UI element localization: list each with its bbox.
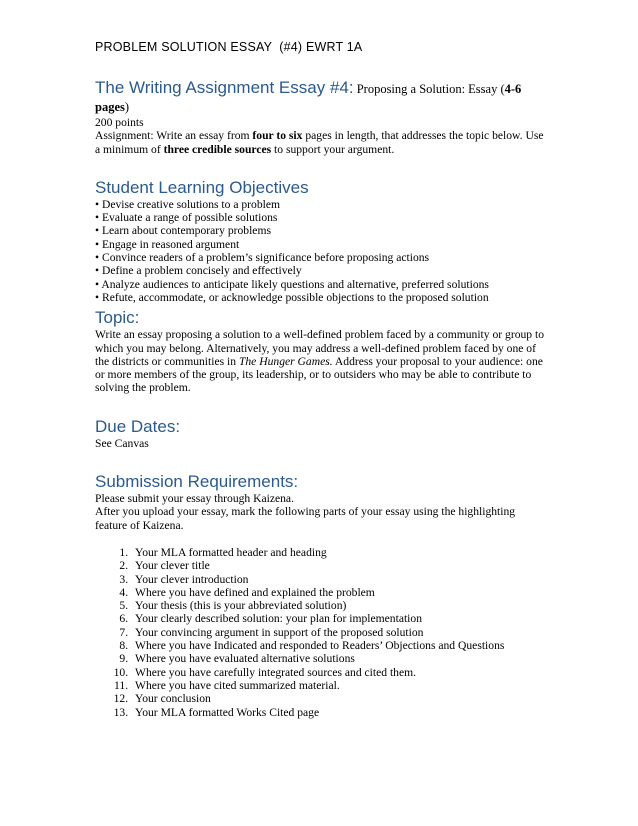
assignment-title-line xyxy=(95,78,550,116)
requirement-item: 4. Where you have defined and explained the problem xyxy=(131,586,550,599)
topic-text-before: Write an essay proposing a solution to a well-defined problem faced by a community or group to which you may belong. Alternatively, you may address a well-defined problem faced by one of the districts or communities in xyxy=(95,328,544,368)
requirement-item: 11. Where you have cited summarized material. xyxy=(131,679,550,692)
requirement-item: 10. Where you have carefully integrated sources and cited them. xyxy=(131,666,550,679)
subtitle-pages: 4-6 pages xyxy=(95,82,522,114)
assignment-points: 200 points xyxy=(95,116,144,129)
objective-item: • Devise creative solutions to a problem xyxy=(95,197,281,211)
running-header: PROBLEM SOLUTION ESSAY (#4) EWRT 1A xyxy=(95,40,363,54)
assignment-description xyxy=(95,129,550,156)
requirements-list xyxy=(95,546,550,719)
subtitle-suffix: ) xyxy=(124,100,130,114)
objective-item: • Refute, accommodate, or acknowledge possible objections to the proposed solution xyxy=(95,290,489,304)
objective-item: • Engage in reasoned argument xyxy=(95,237,240,251)
requirement-item: 2. Your clever title xyxy=(131,559,550,572)
requirement-item: 6. Your clearly described solution: your plan for implementation xyxy=(131,612,550,625)
requirement-item: 8. Where you have Indicated and responded to Readers’ Objections and Questions xyxy=(131,639,550,652)
requirement-item: 5. Your thesis (this is your abbreviated solution) xyxy=(131,599,550,612)
topic-heading: Topic: xyxy=(95,308,140,328)
objective-item: • Define a problem concisely and effectively xyxy=(95,264,302,278)
objectives-heading: Student Learning Objectives xyxy=(95,177,309,197)
submission-heading: Submission Requirements: xyxy=(95,472,299,492)
requirement-item: 9. Where you have evaluated alternative solutions xyxy=(131,652,550,665)
document-body xyxy=(95,78,550,719)
requirement-item: 12. Your conclusion xyxy=(131,692,550,705)
objective-item: • Evaluate a range of possible solutions xyxy=(95,211,278,225)
topic-text-after: Address your proposal to your audience: one or more members of the group, its leadership, or to outsiders who may be able to contribute to solving the problem. xyxy=(95,354,543,395)
submission-line-2: After you upload your essay, mark the following parts of your essay using the highlighting feature of Kaizena. xyxy=(95,505,516,532)
due-dates-text: See Canvas xyxy=(95,436,149,450)
due-dates-heading: Due Dates: xyxy=(95,416,181,436)
objective-item: • Learn about contemporary problems xyxy=(95,224,271,238)
assignment-sources: three credible sources xyxy=(163,142,272,156)
requirement-item: 7. Your convincing argument in support of the proposed solution xyxy=(131,626,550,639)
assignment-line-suffix: to support your argument. xyxy=(271,142,395,156)
requirement-item: 13. Your MLA formatted Works Cited page xyxy=(131,706,550,719)
objective-item: • Analyze audiences to anticipate likely questions and alternative, preferred solutions xyxy=(95,277,489,291)
requirement-item: 1. Your MLA formatted header and heading xyxy=(131,546,550,559)
objective-item: • Convince readers of a problem’s significance before proposing actions xyxy=(95,251,430,265)
submission-line-1: Please submit your essay through Kaizena. xyxy=(95,492,294,506)
assignment-line-prefix: Assignment: Write an essay from xyxy=(95,129,253,143)
requirement-item: 3. Your clever introduction xyxy=(131,573,550,586)
assignment-length: four to six xyxy=(252,129,303,143)
topic-text xyxy=(95,328,550,394)
assignment-line-mid: pages in length, that addresses the topic below. Use a minimum of xyxy=(95,129,544,156)
subtitle-prefix: Proposing a Solution: Essay ( xyxy=(353,82,505,96)
topic-book-title: The Hunger Games. xyxy=(238,354,333,368)
assignment-title: The Writing Assignment Essay #4: xyxy=(95,78,354,97)
objectives-list xyxy=(95,198,550,304)
